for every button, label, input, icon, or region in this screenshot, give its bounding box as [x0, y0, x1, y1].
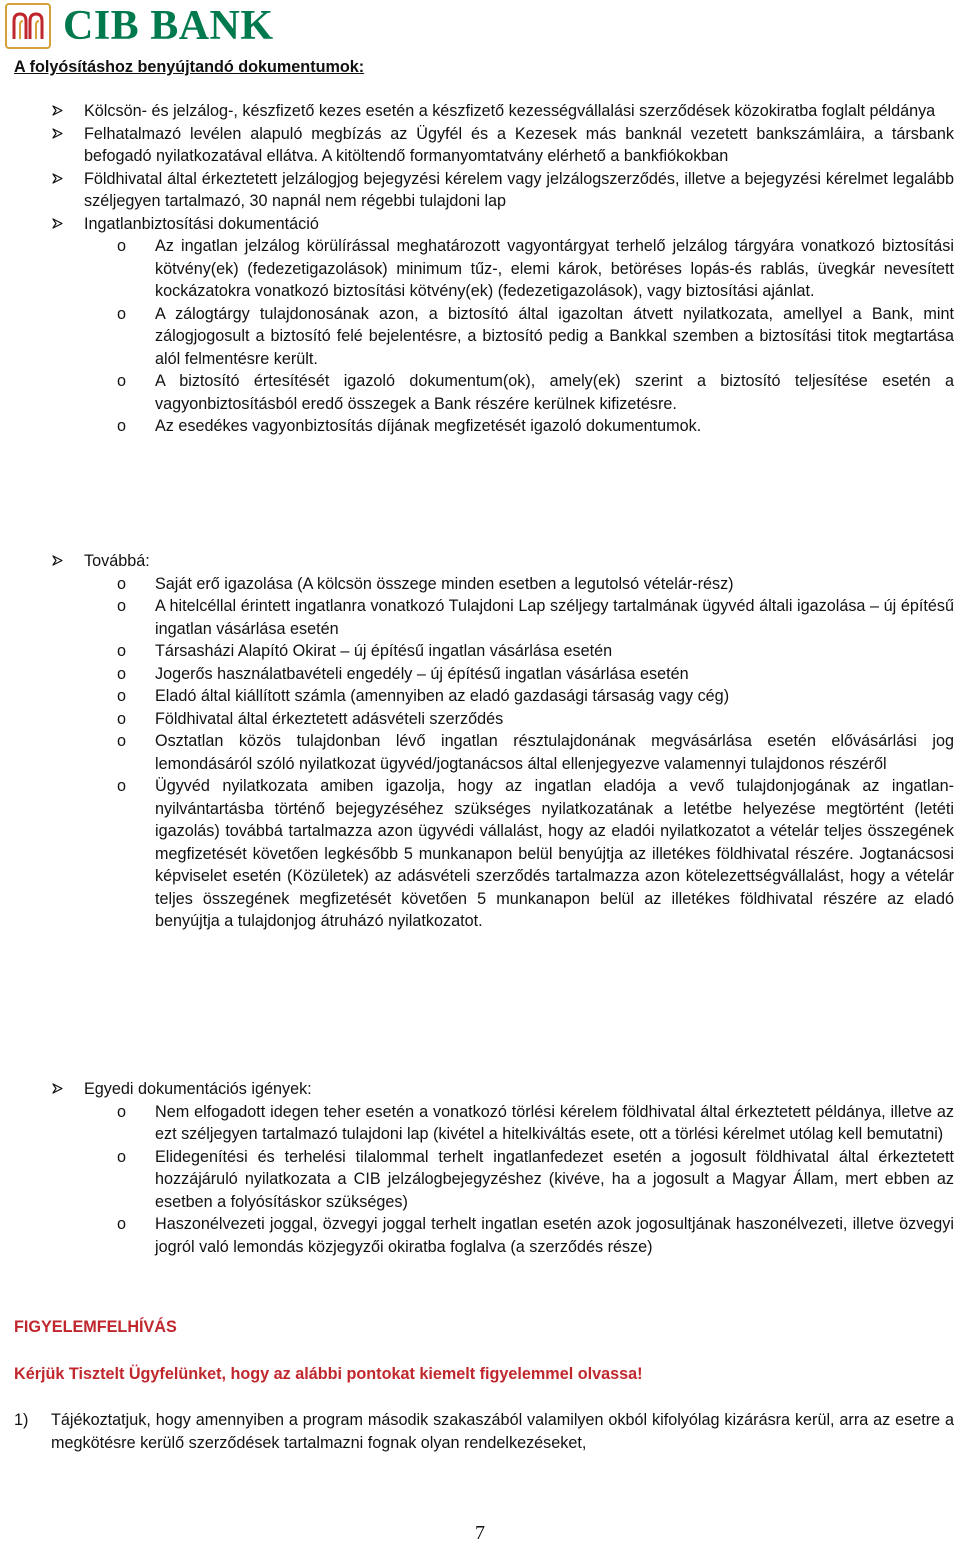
- sub-list-item: [0, 708, 960, 731]
- sub-list-item: [0, 303, 960, 371]
- sub-list-item: [0, 685, 960, 708]
- sub-list-item: [0, 775, 960, 933]
- circle-bullet-icon: o: [117, 417, 127, 435]
- arrow-bullet-icon: [52, 218, 63, 229]
- sub-list-item: [0, 573, 960, 596]
- sub-list-item-text: Elidegenítési és terhelési tilalommal terhelt ingatlanfedezet esetén a jogosult földhivatal által érkeztetett hozzájáruló nyilatkozata a CIB jelzálogbejegyzéshez (kivéve, ha a jogosult a Magyar Állam, mert ebben az esetben a folyósításkor szükséges): [155, 1147, 954, 1211]
- sub-list-item-text: Haszonélvezeti joggal, özvegyi joggal terhelt ingatlan esetén azok jogosultjának haszonélvezeti, illetve özvegyi jogról való lemondás közjegyzői okiratba foglalva (a szerződés része): [155, 1215, 954, 1256]
- circle-bullet-icon: o: [117, 777, 127, 795]
- list-item: [0, 213, 960, 236]
- document-list-1: [0, 100, 960, 438]
- sub-list-item: [0, 595, 960, 640]
- circle-bullet-icon: o: [117, 1102, 127, 1121]
- arrow-bullet-icon: [52, 105, 63, 116]
- circle-bullet-icon: o: [117, 642, 127, 660]
- list-item-text: Földhivatal által érkeztetett jelzálogjog bejegyzési kérelem vagy jelzálogszerződés, illetve a bejegyzési kérelmet legalább széljegyen tartalmazó, 30 napnál nem régebbi tulajdoni lap: [84, 169, 954, 210]
- list-item: [0, 168, 960, 213]
- arrow-bullet-icon: [52, 173, 63, 184]
- arrow-bullet-icon: [52, 1083, 63, 1094]
- sub-list-item-text: Ügyvéd nyilatkozata amiben igazolja, hogy az ingatlan eladója a vevő tulajdonjogának az ingatlan-nyilvántartásba történő bejegyzéséhez szükséges nyilatkozatának a letétbe helyezése megtörtént (letéti igazolás) továbbá tartalmazza azon ügyvédi vállalást, hogy az eladói nyilatkozatot a vételár teljes összegének megfizetését követően legkésőbb 5 munkanapon belül benyújtja az illetékes földhivatal részére. Jogtanácsosi képviselet esetén (Közületek) az adásvételi szerződés tartalmazza azon kötelezettségvállalást, hogy a vételár teljes összegének megfizetését követően 5 munkanapon belül az illetékes földhivatal részére az eladó benyújtja a tulajdonjog átruházó nyilatkozatot.: [155, 777, 954, 930]
- circle-bullet-icon: o: [117, 237, 127, 255]
- sub-list-item: [0, 730, 960, 775]
- circle-bullet-icon: o: [117, 687, 127, 705]
- sub-list-item-text: A zálogtárgy tulajdonosának azon, a biztosító által igazoltan átvett nyilatkozata, amellyel a Bank, mint zálogjogosult a biztosító felé bejelentésre, a biztosító pedig a Bankkal szemben a biztosítási titok megtartása alól felmentésre került.: [155, 304, 954, 368]
- notice-item: [0, 1409, 960, 1454]
- sub-list-item-text: A biztosító értesítését igazoló dokumentum(ok), amely(ek) szerint a biztosító teljesítése esetén a vagyonbiztosításból eredő összegek a Bank részére kerülnek kifizetésre.: [155, 372, 954, 413]
- sub-list-item-text: Földhivatal által érkeztetett adásvételi szerződés: [155, 709, 504, 728]
- notice-item-text: Tájékoztatjuk, hogy amennyiben a program második szakaszából valamilyen okból kifolyólag kizárásra kerül, arra az esetre a megkötésre kerülő szerződések tartalmazni fognak olyan rendelkezéseket,: [51, 1411, 954, 1452]
- page-number: 7: [475, 1522, 485, 1544]
- notice-heading: FIGYELEMFELHÍVÁS: [14, 1318, 177, 1336]
- list-item: [0, 550, 960, 573]
- sub-list-item-text: A hitelcéllal érintett ingatlanra vonatkozó Tulajdoni Lap széljegy tartalmának ügyvéd általi igazolása – új építésű ingatlan vásárlása esetén: [155, 597, 954, 638]
- list-item: [0, 123, 960, 168]
- notice-subheading: Kérjük Tisztelt Ügyfelünket, hogy az alábbi pontokat kiemelt figyelemmel olvassa!: [14, 1365, 643, 1383]
- list-item-text: Felhatalmazó levélen alapuló megbízás az Ügyfél és a Kezesek más banknál vezetett bankszámláira, a társbank befogadó nyilatkozatával ellátva. A kitöltendő formanyomtatvány elérhető a bankfiókokban: [84, 124, 954, 165]
- sub-list-item: [0, 1101, 960, 1146]
- sub-list-item-text: Nem elfogadott idegen teher esetén a vonatkozó törlési kérelem földhivatal által érkeztetett példánya, illetve az ezt széljegyen tartalmazó tulajdoni lap (kivétel a hitelkiváltás esete, ott a törlési kérelmet utólag kell bemutatni): [155, 1102, 954, 1143]
- circle-bullet-icon: o: [117, 372, 127, 390]
- document-list-2: [0, 550, 960, 933]
- sub-list-item-text: Az esedékes vagyonbiztosítás díjának megfizetését igazoló dokumentumok.: [155, 417, 702, 435]
- sub-list-item-text: Saját erő igazolása (A kölcsön összege minden esetben a legutolsó vételár-rész): [155, 574, 734, 593]
- list-item: [0, 1078, 960, 1101]
- sub-list-item: [0, 370, 960, 415]
- circle-bullet-icon: o: [117, 574, 127, 593]
- list-item-text: Továbbá:: [84, 552, 150, 570]
- cib-logo-icon: [5, 3, 51, 49]
- circle-bullet-icon: o: [117, 732, 127, 750]
- circle-bullet-icon: o: [117, 1147, 127, 1166]
- circle-bullet-icon: o: [117, 304, 127, 323]
- sub-list-item-text: Jogerős használatbavételi engedély – új építésű ingatlan vásárlása esetén: [155, 664, 689, 683]
- circle-bullet-icon: o: [117, 1215, 127, 1233]
- circle-bullet-icon: o: [117, 709, 127, 728]
- arrow-bullet-icon: [52, 128, 63, 139]
- sub-list-item-text: Osztatlan közös tulajdonban lévő ingatlan résztulajdonának megvásárlása esetén elővásárlási jog lemondásáról szóló nyilatkozat ügyvéd/jogtanácsos által ellenjegyezve valamennyi tulajdonos részéről: [155, 732, 954, 773]
- sub-list-item: [0, 640, 960, 663]
- sub-list-item: [0, 415, 960, 438]
- list-item-text: Kölcsön- és jelzálog-, készfizető kezes esetén a készfizető kezességvállalási szerződések közokiratba foglalt példánya: [84, 102, 936, 120]
- sub-list-item: [0, 1146, 960, 1214]
- sub-list-item-text: Az ingatlan jelzálog körülírással meghatározott vagyontárgyat terhelő jelzálog tárgyára vonatkozó biztosítási kötvény(ek) (fedezetigazolások) minimum tűz-, elemi károk, betöréses lopás-és rablás, üvegkár nevesített kockázatokra vonatkozó biztosítási kötvény(ek) (fedezetigazolások), vagy biztosítási ajánlat.: [155, 237, 954, 300]
- list-item-text: Ingatlanbiztosítási dokumentáció: [84, 214, 319, 233]
- arrow-bullet-icon: [52, 555, 63, 566]
- sub-list-item-text: Eladó által kiállított számla (amennyiben az eladó gazdasági társaság vagy cég): [155, 687, 730, 705]
- circle-bullet-icon: o: [117, 664, 127, 683]
- sub-list-item: [0, 1213, 960, 1258]
- brand-name: CIB BANK: [63, 3, 274, 49]
- list-item-text: Egyedi dokumentációs igények:: [84, 1080, 312, 1098]
- sub-list-item: [0, 235, 960, 303]
- section-title: A folyósításhoz benyújtandó dokumentumok:: [14, 58, 365, 76]
- sub-list-item: [0, 663, 960, 686]
- circle-bullet-icon: o: [117, 597, 127, 615]
- notice-item-number: 1): [14, 1411, 29, 1429]
- cib-logo: [5, 2, 274, 50]
- document-list-3: [0, 1078, 960, 1258]
- sub-list-item-text: Társasházi Alapító Okirat – új építésű ingatlan vásárlása esetén: [155, 642, 613, 660]
- list-item: [0, 100, 960, 123]
